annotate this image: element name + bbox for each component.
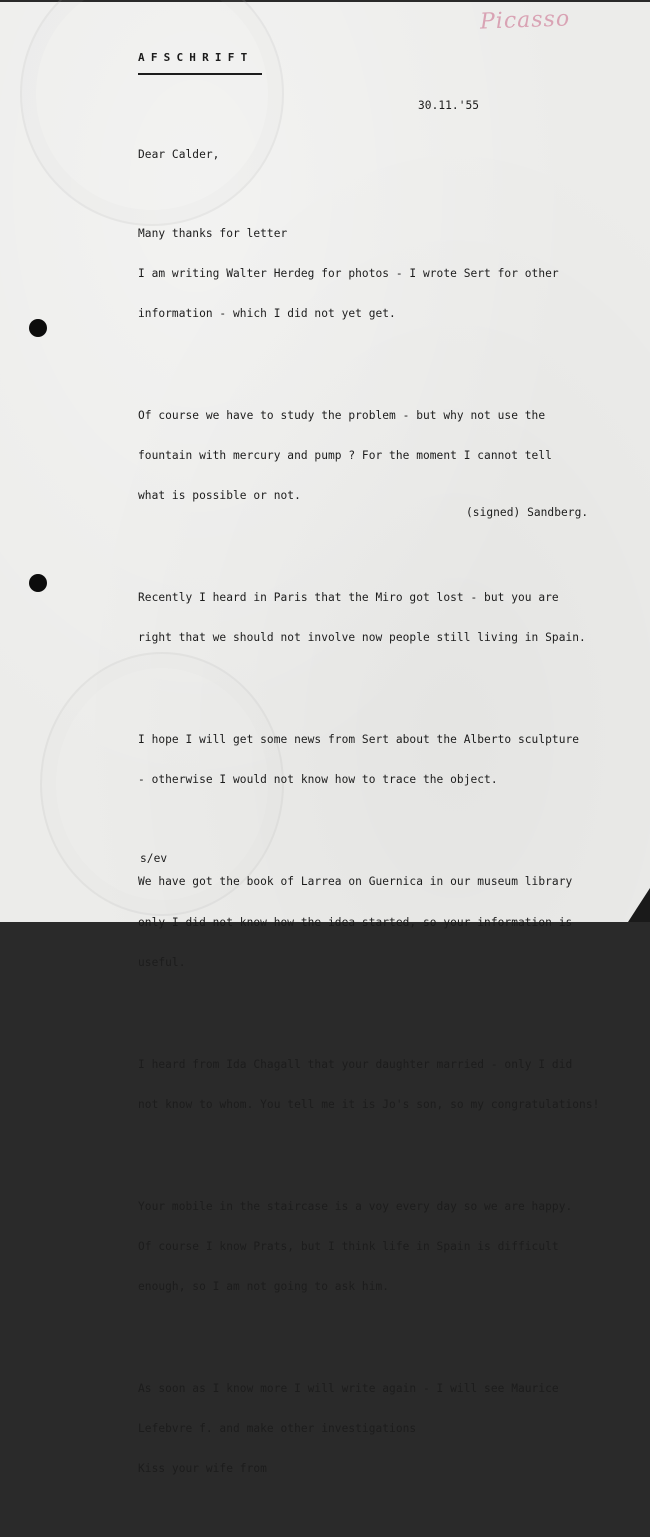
body-line: fountain with mercury and pump ? For the moment I cannot tell (138, 449, 552, 463)
salutation: Dear Calder, (138, 148, 220, 161)
punch-hole-top (29, 319, 47, 337)
body-line: information - which I did not yet get. (138, 307, 396, 321)
body-line: Of course we have to study the problem - but why not use the (138, 408, 546, 422)
body-line: useful. (138, 955, 186, 969)
paragraph-8 (138, 1355, 599, 1502)
body-line: Many thanks for letter (138, 226, 288, 240)
document-heading: AFSCHRIFT (138, 51, 254, 64)
body-line: I heard from Ida Chagall that your daughter married - only I did (138, 1057, 573, 1071)
handwritten-annotation: Picasso (479, 6, 571, 35)
paragraph-6 (138, 1031, 599, 1138)
body-line: Lefebvre f. and make other investigations (138, 1422, 417, 1436)
body-line: As soon as I know more I will write again - I will see Maurice (138, 1381, 559, 1395)
body-line: enough, so I am not going to ask him. (138, 1280, 390, 1294)
paragraph-5 (138, 849, 599, 996)
paragraph-7 (138, 1173, 599, 1320)
paragraph-1 (138, 200, 599, 347)
letter-date: 30.11.'55 (418, 99, 480, 112)
body-line: - otherwise I would not know how to trace the object. (138, 773, 498, 787)
signature: (signed) Sandberg. (466, 506, 589, 519)
body-line: Your mobile in the staircase is a voy every day so we are happy. (138, 1199, 573, 1213)
heading-underline (138, 73, 262, 75)
body-line: Of course I know Prats, but I think life in Spain is difficult (138, 1239, 559, 1253)
paragraph-3 (138, 564, 599, 671)
body-line: right that we should not involve now people still living in Spain. (138, 631, 586, 645)
body-line: not know to whom. You tell me it is Jo's son, so my congratulations! (138, 1097, 600, 1111)
body-line: Kiss your wife from (138, 1462, 267, 1476)
body-line: Recently I heard in Paris that the Miro got lost - but you are (138, 591, 559, 605)
body-line: what is possible or not. (138, 489, 301, 503)
paragraph-4 (138, 706, 599, 813)
body-line: I hope I will get some news from Sert about the Alberto sculpture (138, 733, 580, 747)
body-line: We have got the book of Larrea on Guernica in our museum library (138, 875, 573, 889)
body-line: I am writing Walter Herdeg for photos - I wrote Sert for other (138, 266, 559, 280)
body-line: only I did not know how the idea started, so your information is (138, 915, 573, 929)
punch-hole-bottom (29, 574, 47, 592)
reference-initials: s/ev (140, 852, 168, 865)
letter-body (138, 173, 599, 1537)
page-corner-fold (628, 888, 650, 922)
document-page (0, 2, 650, 1476)
